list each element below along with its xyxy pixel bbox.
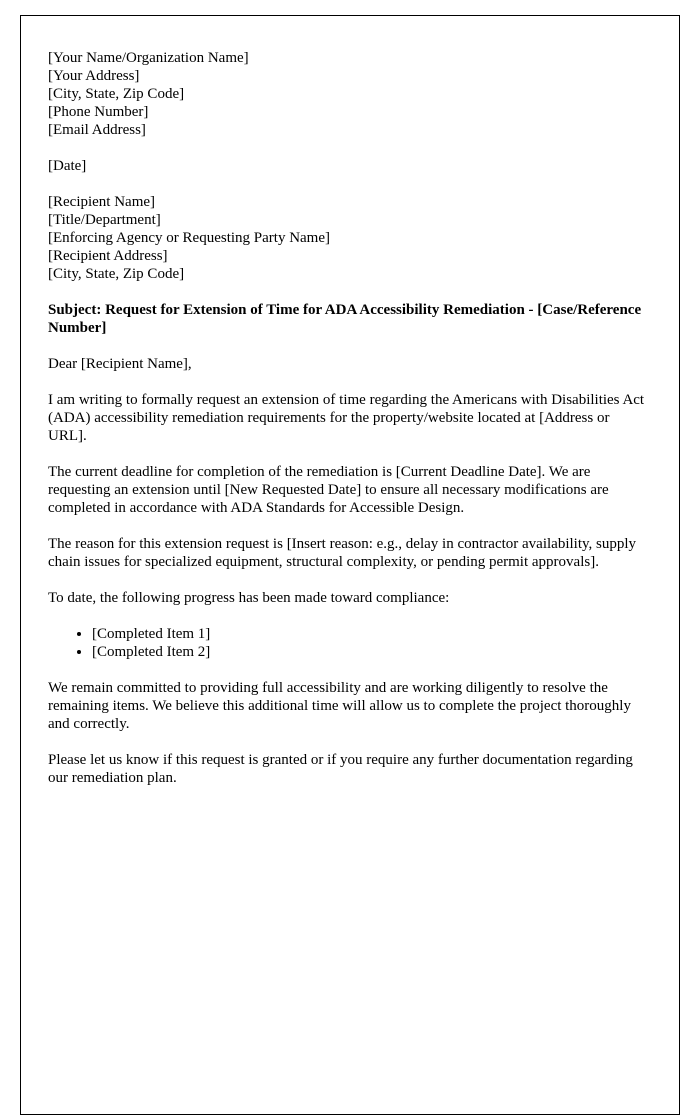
subject-line: Subject: Request for Extension of Time for ADA Accessibility Remediation - [Case/Reference Number]: [48, 302, 642, 336]
recipient-agency-line: [Enforcing Agency or Requesting Party Name]: [48, 230, 331, 246]
completed-item: • [Completed Item 1]: [92, 625, 651, 643]
sender-name-line: [Your Name/Organization Name]: [48, 50, 249, 66]
paragraph-deadline: The current deadline for completion of the remediation is [Current Deadline Date]. We are requesting an extension until [New Requested Date] to ensure all necessary modifications are completed in accordance with ADA Standards for Accessible Design.: [48, 464, 609, 516]
recipient-name-line: [Recipient Name]: [48, 194, 156, 210]
date-line: [Date]: [48, 158, 87, 174]
sender-block: [48, 49, 651, 139]
sender-phone-line: [Phone Number]: [48, 104, 149, 120]
completed-items-list: [48, 625, 651, 661]
sender-address-line: [Your Address]: [48, 68, 140, 84]
salutation: Dear [Recipient Name],: [48, 356, 192, 372]
completed-item: • [Completed Item 2]: [92, 643, 651, 661]
paragraph-intro: I am writing to formally request an extension of time regarding the Americans with Disabilities Act (ADA) accessibility remediation requirements for the property/website located at [Address or URL].: [48, 392, 645, 444]
paragraph-commitment: We remain committed to providing full accessibility and are working diligently to resolve the remaining items. We believe this additional time will allow us to complete the project thoroughly and correctly.: [48, 680, 631, 732]
paragraph-reason: The reason for this extension request is [Insert reason: e.g., delay in contractor availability, supply chain issues for specialized equipment, structural complexity, or pending permit approvals].: [48, 536, 637, 570]
paragraph-progress-intro: To date, the following progress has been made toward compliance:: [48, 590, 450, 606]
sender-email-line: [Email Address]: [48, 122, 146, 138]
recipient-address-line: [Recipient Address]: [48, 248, 168, 264]
sender-city-line: [City, State, Zip Code]: [48, 86, 185, 102]
letter-page: [20, 15, 680, 1115]
recipient-city-line: [City, State, Zip Code]: [48, 266, 185, 282]
recipient-block: [48, 193, 651, 283]
paragraph-closing: Please let us know if this request is granted or if you require any further documentation regarding our remediation plan.: [48, 752, 633, 786]
recipient-title-line: [Title/Department]: [48, 212, 161, 228]
